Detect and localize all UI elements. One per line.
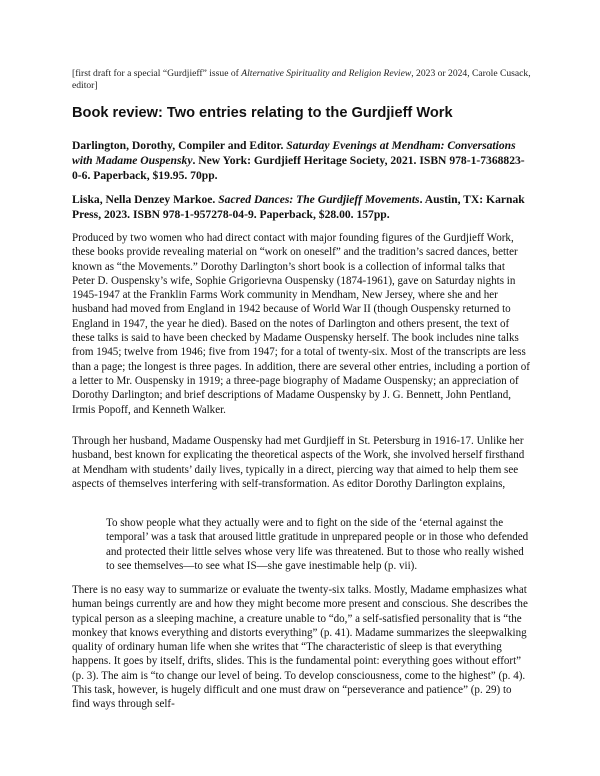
entry-author: Liska, Nella Denzey Markoe. [72,193,219,206]
entry-details: . New York: Gurdjieff Heritage Society, 2021. ISBN 978-1-7368823-0-6. Paperback, $19.95. 70pp. [72,153,525,182]
body-paragraph-background: Through her husband, Madame Ouspensky had met Gurdjieff in St. Petersburg in 1916-17. Unlike her husband, best known for explicating the theoretical aspects of the Work, she involved herself firsthand at Mendham with students’ daily lives, typically in a direct, piercing way that aimed to help them see aspects of themselves interfering with self-transformation. As editor Dorothy Darlington explains, [72,435,525,490]
entry-details: . Austin, TX: Karnak Press, 2023. ISBN 978-1-957278-04-9. Paperback, $28.00. 157pp. [72,193,525,221]
block-quote: To show people what they actually were and to fight on the side of the ‘eternal against the temporal’ was a task that aroused little gratitude in unprepared people or in those who defended and protected their little selves whose very life was threatened. But to those who really wished to see themselves—to see what IS—she gave inestimable help (p. vii). [106,517,529,572]
book-entry-darlington [72,139,530,183]
draft-note-suffix: , 2023 or 2024, Carole Cusack, editor] [72,68,531,91]
journal-title: Alternative Spirituality and Religion Review [241,68,412,79]
entry-author: Darlington, Dorothy, Compiler and Editor. [72,139,287,152]
review-title: Book review: Two entries relating to the Gurdjieff Work [72,105,453,121]
book-entry-liska [72,193,530,223]
entry-book-title: Saturday Evenings at Mendham: Conversations with Madame Ouspensky [72,139,516,167]
draft-note [72,68,534,92]
body-paragraph-summary: There is no easy way to summarize or evaluate the twenty-six talks. Mostly, Madame emphasizes what human beings currently are and how they might become more present and conscious. She describes the typical person as a sleeping machine, a creature unable to “do,” a self-satisfied personality that is “the monkey that knows everything and distorts everything” (p. 41). Madame summarizes the sleepwalking quality of ordinary human life when she writes that “The characteristic of sleep is that everything happens. It goes by itself, drifts, slides. This is the fundamental point: everything goes without effort” (p. 3). The aim is “to change our level of being. To develop consciousness, come to the highest” (p. 4). This task, however, is hugely difficult and one must draw on “perseverance and patience” (p. 29) to find ways through self- [72,584,528,711]
draft-note-prefix: [first draft for a special “Gurdjieff” issue of [72,68,242,79]
entry-book-title: Sacred Dances: The Gurdjieff Movements [218,193,420,206]
body-paragraph-intro: Produced by two women who had direct contact with major founding figures of the Gurdjieff Work, these books provide revealing material on “work on oneself” and the tradition’s sacred dances, better known as “the Movements.” Dorothy Darlington’s short book is a collection of informal talks that Peter D. Ouspensky’s wife, Sophie Grigorievna Ouspensky (1874-1961), gave on Saturday nights in 1945-1947 at the Franklin Farms Work community in Mendham, New Jersey, where she and her husband had moved from England in 1942 because of World War II (though Ouspensky returned to England in 1947, the year he died). Based on the notes of Darlington and others present, the text of these talks is said to have been checked by Madame Ouspensky herself. The book includes nine talks from 1945; twelve from 1946; five from 1947; for a total of twenty-six. Most of the transcripts are less than a page; the longest is three pages. In addition, there are several other entries, including a portion of a letter to Mr. Ouspensky in 1919; a three-page biography of Madame Ouspensky; an appreciation of Dorothy Darlington; and brief descriptions of Madame Ouspensky by J. G. Bennett, John Pentland, Irmis Popoff, and Kenneth Walker. [72,232,530,416]
